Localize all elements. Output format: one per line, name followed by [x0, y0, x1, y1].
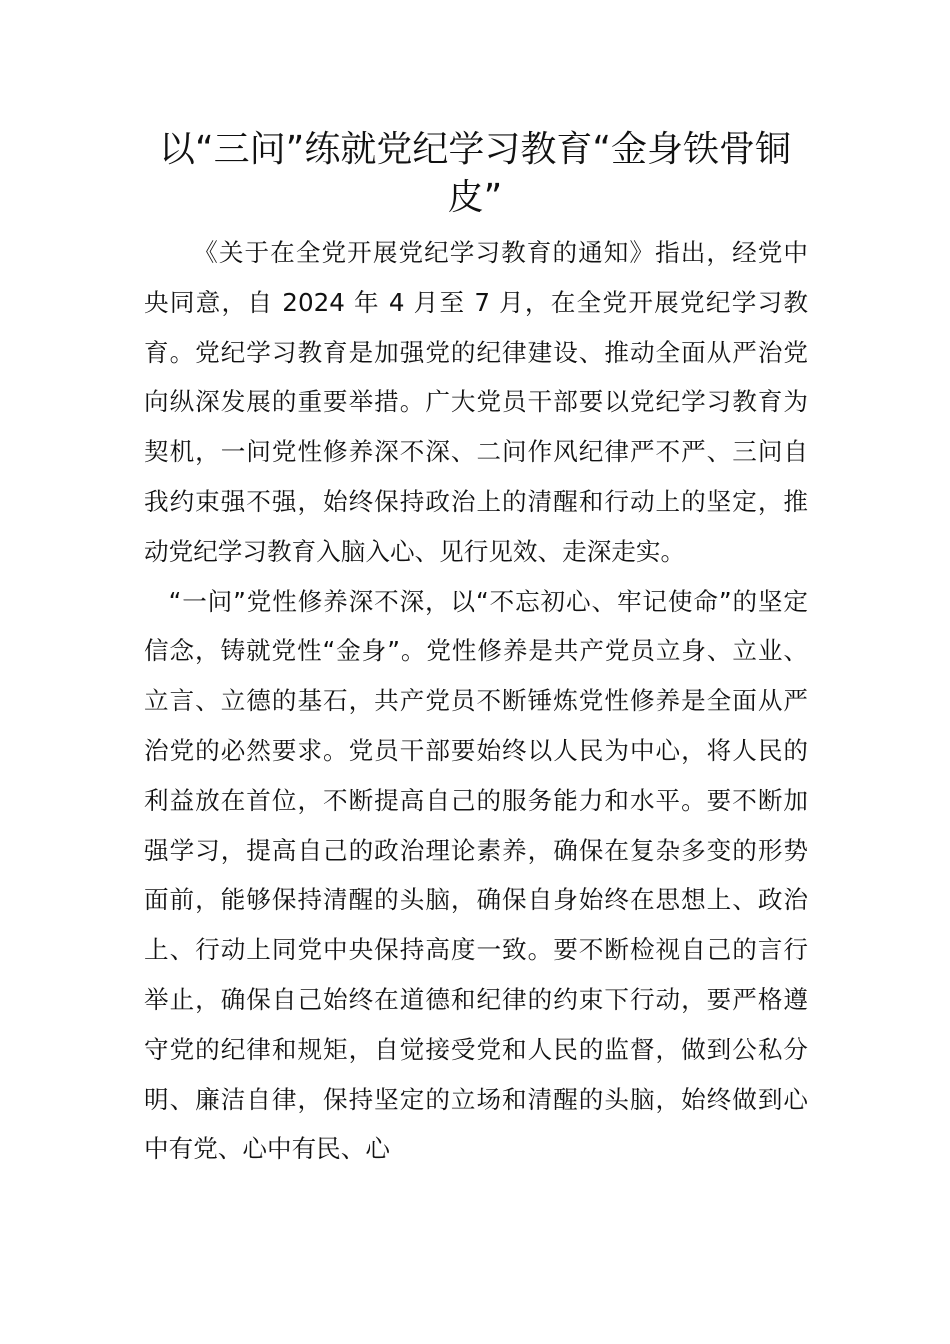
document-body [144, 228, 808, 1174]
paragraph-first-question: “一问”党性修养深不深，以“不忘初心、牢记使命”的坚定信念，铸就党性“金身”。党性修养是共产党员立身、立业、立言、立德的基石，共产党员不断锤炼党性修养是全面从严治党的必然要求。党员干部要始终以人民为中心，将人民的利益放在首位，不断提高自己的服务能力和水平。要不断加强学习，提高自己的政治理论素养，确保在复杂多变的形势面前，能够保持清醒的头脑，确保自身始终在思想上、政治上、行动上同党中央保持高度一致。要不断检视自己的言行举止，确保自己始终在道德和纪律的约束下行动，要严格遵守党的纪律和规矩，自觉接受党和人民的监督，做到公私分明、廉洁自律，保持坚定的立场和清醒的头脑，始终做到心中有党、心中有民、心 [144, 586, 808, 1164]
paragraph-intro: 《关于在全党开展党纪学习教育的通知》指出，经党中央同意，自 2024 年 4 月至 7 月，在全党开展党纪学习教育。党纪学习教育是加强党的纪律建设、推动全面从严治党向纵深发展的重要举措。广大党员干部要以党纪学习教育为契机，一问党性修养深不深、二问作风纪律严不严、三问自我约束强不强，始终保持政治上的清醒和行动上的坚定，推动党纪学习教育入脑入心、见行见效、走深走实。 [144, 238, 808, 566]
document-title: 以“三问”练就党纪学习教育“金身铁骨铜皮” [159, 129, 791, 218]
